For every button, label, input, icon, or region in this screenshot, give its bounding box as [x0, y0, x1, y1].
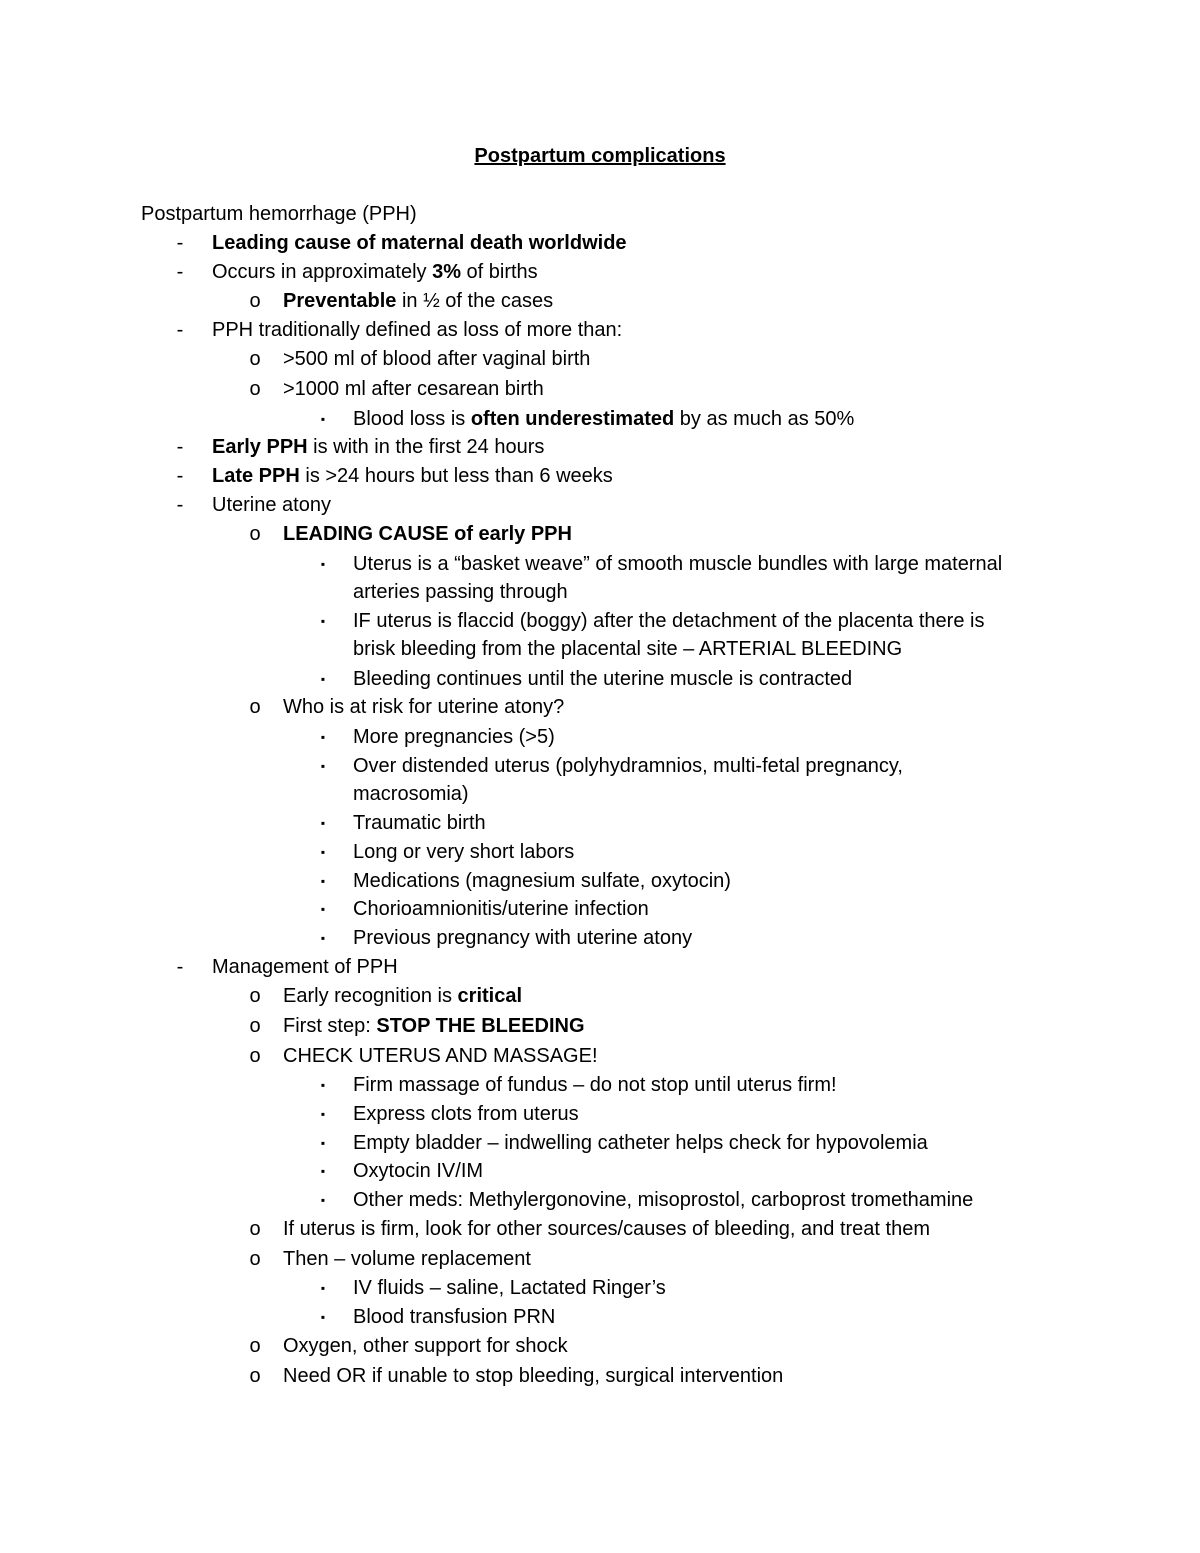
- text-run: IV fluids – saline, Lactated Ringer’s: [353, 1277, 666, 1299]
- circle-bullet: o: [249, 290, 261, 312]
- bold-text: LEADING CAUSE of early PPH: [283, 523, 572, 545]
- text-run: Medications (magnesium sulfate, oxytocin): [353, 870, 731, 892]
- text-run: of births: [460, 261, 538, 283]
- square-bullet-icon: ▪: [320, 816, 326, 830]
- circle-bullet: o: [249, 378, 261, 400]
- text-run: Other meds: Methylergonovine, misoprostol, carboprost tromethamine: [353, 1189, 974, 1211]
- list-item: [283, 287, 553, 315]
- list-item: [353, 1274, 666, 1302]
- list-item: [353, 1100, 579, 1128]
- list-item: [353, 1071, 837, 1099]
- text-run: Oxytocin IV/IM: [353, 1160, 484, 1182]
- section-heading: Postpartum hemorrhage (PPH): [141, 203, 417, 225]
- text-run: Oxygen, other support for shock: [283, 1335, 568, 1357]
- list-item: [353, 838, 574, 866]
- square-bullet-icon: ▪: [320, 1164, 326, 1178]
- square-bullet-icon: ▪: [320, 614, 326, 628]
- square-bullet-icon: ▪: [320, 902, 326, 916]
- text-run: Uterus is a “basket weave” of smooth muscle bundles with large maternal: [353, 553, 1003, 575]
- list-item: [283, 1362, 783, 1390]
- square-bullet-icon: ▪: [320, 730, 326, 744]
- square-bullet-icon: ▪: [320, 1310, 326, 1324]
- text-run: Then – volume replacement: [283, 1248, 531, 1270]
- text-run: macrosomia): [353, 783, 469, 805]
- text-run: Uterine atony: [212, 494, 331, 516]
- list-item: [353, 1157, 483, 1185]
- list-item: [353, 1186, 973, 1214]
- list-item: [353, 752, 903, 780]
- list-item: [353, 723, 555, 751]
- square-bullet-icon: ▪: [320, 1193, 326, 1207]
- square-bullet-icon: ▪: [320, 1107, 326, 1121]
- bold-text: 3%: [432, 261, 461, 283]
- square-bullet-icon: ▪: [320, 931, 326, 945]
- bold-text: Leading cause of maternal death worldwide: [212, 232, 627, 254]
- bold-text: STOP THE BLEEDING: [376, 1015, 585, 1037]
- list-item: [212, 462, 613, 490]
- circle-bullet: o: [249, 1335, 261, 1357]
- list-item: [353, 924, 692, 952]
- list-item: [283, 1012, 585, 1040]
- list-item: [212, 433, 544, 461]
- list-item: [353, 550, 1002, 578]
- text-run: Over distended uterus (polyhydramnios, multi-fetal pregnancy,: [353, 755, 903, 777]
- square-bullet-icon: ▪: [320, 412, 326, 426]
- text-run: Blood loss is: [353, 408, 471, 430]
- list-item: [353, 895, 649, 923]
- list-item: [283, 375, 544, 403]
- text-run: Empty bladder – indwelling catheter helps check for hypovolemia: [353, 1132, 928, 1154]
- list-item: [283, 520, 572, 548]
- text-run: brisk bleeding from the placental site – ARTERIAL BLEEDING: [353, 638, 903, 660]
- list-item: [212, 229, 627, 257]
- list-item: [353, 809, 486, 837]
- list-item: [353, 780, 469, 808]
- square-bullet-icon: ▪: [320, 1136, 326, 1150]
- text-run: in ½ of the cases: [396, 290, 554, 312]
- list-item: [212, 316, 622, 344]
- list-item: [212, 258, 538, 286]
- circle-bullet: o: [249, 1248, 261, 1270]
- list-item: [283, 1215, 930, 1243]
- dash-bullet: -: [176, 465, 184, 487]
- text-run: Traumatic birth: [353, 812, 486, 834]
- bold-text: critical: [457, 985, 523, 1007]
- list-item: [283, 693, 564, 721]
- circle-bullet: o: [249, 1218, 261, 1240]
- square-bullet-icon: ▪: [320, 845, 326, 859]
- text-run: Previous pregnancy with uterine atony: [353, 927, 693, 949]
- circle-bullet: o: [249, 1045, 261, 1067]
- text-run: Blood transfusion PRN: [353, 1306, 556, 1328]
- text-run: Firm massage of fundus – do not stop until uterus firm!: [353, 1074, 837, 1096]
- dash-bullet: -: [176, 319, 184, 341]
- list-item: [283, 345, 590, 373]
- square-bullet-icon: ▪: [320, 874, 326, 888]
- list-item: [283, 982, 522, 1010]
- text-run: CHECK UTERUS AND MASSAGE!: [283, 1045, 598, 1067]
- text-run: >500 ml of blood after vaginal birth: [283, 348, 591, 370]
- list-item: [283, 1332, 568, 1360]
- list-item: [283, 1042, 598, 1070]
- circle-bullet: o: [249, 985, 261, 1007]
- bold-text: Preventable: [283, 290, 397, 312]
- bold-text: Late PPH: [212, 465, 300, 487]
- list-item: [353, 867, 731, 895]
- dash-bullet: -: [176, 436, 184, 458]
- circle-bullet: o: [249, 523, 261, 545]
- dash-bullet: -: [176, 494, 184, 516]
- document-title: Postpartum complications: [474, 145, 726, 167]
- list-item: [353, 1129, 928, 1157]
- circle-bullet: o: [249, 1365, 261, 1387]
- square-bullet-icon: ▪: [320, 672, 326, 686]
- dash-bullet: -: [176, 261, 184, 283]
- text-run: is with in the first 24 hours: [307, 436, 545, 458]
- list-item: [353, 607, 984, 635]
- circle-bullet: o: [249, 1015, 261, 1037]
- text-run: Bleeding continues until the uterine muscle is contracted: [353, 668, 853, 690]
- text-run: >1000 ml after cesarean birth: [283, 378, 544, 400]
- text-run: Early recognition is: [283, 985, 458, 1007]
- text-run: Management of PPH: [212, 956, 398, 978]
- text-run: arteries passing through: [353, 581, 568, 603]
- list-item: [212, 953, 398, 981]
- text-run: Need OR if unable to stop bleeding, surgical intervention: [283, 1365, 784, 1387]
- text-run: is >24 hours but less than 6 weeks: [299, 465, 613, 487]
- bold-text: often underestimated: [470, 408, 675, 430]
- list-item: [353, 665, 852, 693]
- text-run: Chorioamnionitis/uterine infection: [353, 898, 649, 920]
- text-run: by as much as 50%: [674, 408, 855, 430]
- square-bullet-icon: ▪: [320, 1281, 326, 1295]
- text-run: More pregnancies (>5): [353, 726, 555, 748]
- list-item: [283, 1245, 531, 1273]
- text-run: IF uterus is flaccid (boggy) after the detachment of the placenta there is: [353, 610, 985, 632]
- list-item: [353, 405, 854, 433]
- dash-bullet: -: [176, 232, 184, 254]
- bold-text: Early PPH: [212, 436, 308, 458]
- text-run: Express clots from uterus: [353, 1103, 579, 1125]
- text-run: PPH traditionally defined as loss of more than:: [212, 319, 623, 341]
- text-run: If uterus is firm, look for other sources/causes of bleeding, and treat them: [283, 1218, 930, 1240]
- text-run: First step:: [283, 1015, 377, 1037]
- circle-bullet: o: [249, 348, 261, 370]
- square-bullet-icon: ▪: [320, 557, 326, 571]
- list-item: [353, 635, 902, 663]
- dash-bullet: -: [176, 956, 184, 978]
- text-run: Long or very short labors: [353, 841, 575, 863]
- text-run: Occurs in approximately: [212, 261, 433, 283]
- list-item: [353, 1303, 555, 1331]
- square-bullet-icon: ▪: [320, 1078, 326, 1092]
- list-item: [353, 578, 568, 606]
- text-run: Who is at risk for uterine atony?: [283, 696, 565, 718]
- square-bullet-icon: ▪: [320, 759, 326, 773]
- list-item: [212, 491, 331, 519]
- circle-bullet: o: [249, 696, 261, 718]
